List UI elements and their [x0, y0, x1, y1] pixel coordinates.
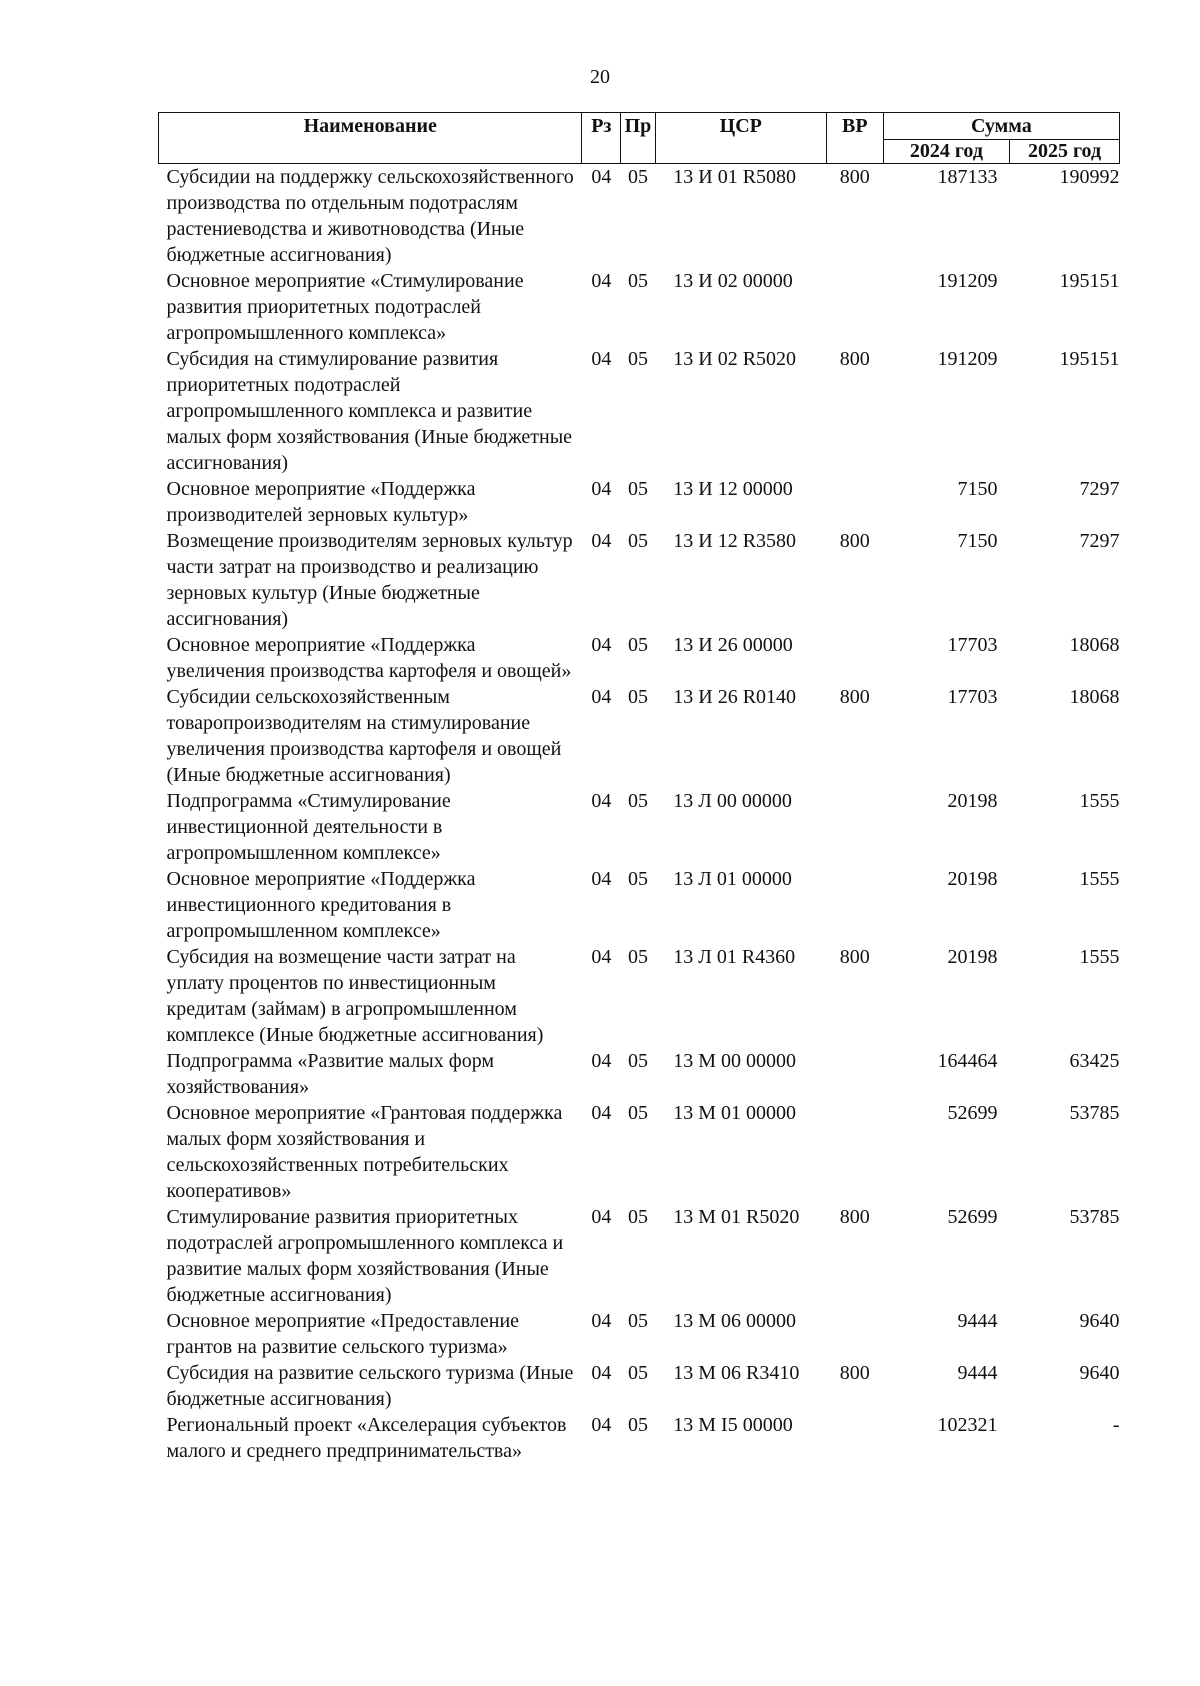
table-body: [159, 164, 1120, 1465]
table-row: [159, 346, 1120, 476]
row-name: Субсидия на развитие сельского туризма (Иные бюджетные ассигнования): [166, 1362, 574, 1410]
row-vr: 800: [839, 166, 870, 188]
row-pr: 05: [627, 348, 648, 370]
row-vr: [826, 1412, 883, 1464]
row-csr: 13 М 01 00000: [673, 1102, 797, 1124]
row-pr: 05: [627, 1414, 648, 1436]
row-rz: 04: [591, 166, 612, 188]
row-sum-2025: 7297: [1079, 530, 1120, 552]
row-rz: 04: [591, 1362, 612, 1384]
row-sum-2024: 7150: [957, 530, 998, 552]
row-sum-2025: 1555: [1079, 946, 1120, 968]
row-csr: 13 И 12 00000: [673, 478, 793, 500]
row-sum-2024: 20198: [947, 868, 998, 890]
row-csr: 13 И 26 R0140: [673, 686, 797, 708]
header-vr: ВР: [826, 113, 883, 164]
table-row: [159, 164, 1120, 269]
row-csr: 13 М 00 00000: [673, 1050, 797, 1072]
row-pr: 05: [627, 1310, 648, 1332]
row-pr: 05: [627, 478, 648, 500]
row-sum-2024: 191209: [937, 270, 998, 292]
row-rz: 04: [591, 530, 612, 552]
row-sum-2025: -: [1112, 1414, 1120, 1436]
header-csr: ЦСР: [655, 113, 826, 164]
row-sum-2024: 9444: [957, 1310, 998, 1332]
table-row: [159, 1308, 1120, 1360]
row-sum-2025: 18068: [1069, 686, 1120, 708]
row-rz: 04: [591, 1102, 612, 1124]
row-vr: [826, 788, 883, 866]
row-csr: 13 М 06 00000: [673, 1310, 797, 1332]
row-sum-2025: 1555: [1079, 790, 1120, 812]
row-rz: 04: [591, 1050, 612, 1072]
row-vr: 800: [839, 946, 870, 968]
row-sum-2024: 191209: [937, 348, 998, 370]
row-vr: 800: [839, 530, 870, 552]
row-sum-2024: 52699: [947, 1206, 998, 1228]
row-sum-2025: 63425: [1069, 1050, 1120, 1072]
row-pr: 05: [627, 790, 648, 812]
row-pr: 05: [627, 530, 648, 552]
row-pr: 05: [627, 1362, 648, 1384]
row-vr: 800: [839, 1362, 870, 1384]
row-name: Основное мероприятие «Поддержка увеличения производства картофеля и овощей»: [166, 634, 572, 682]
row-name: Подпрограмма «Развитие малых форм хозяйствования»: [166, 1050, 495, 1098]
row-rz: 04: [591, 270, 612, 292]
budget-table: [158, 112, 1120, 1464]
header-rz: Рз: [582, 113, 621, 164]
row-pr: 05: [627, 686, 648, 708]
table-row: [159, 1048, 1120, 1100]
row-csr: 13 И 02 00000: [673, 270, 793, 292]
row-vr: [826, 1308, 883, 1360]
row-sum-2024: 17703: [947, 634, 998, 656]
row-rz: 04: [591, 348, 612, 370]
row-name: Субсидия на возмещение части затрат на уплату процентов по инвестиционным кредитам (займам) в агропромышленном комплексе (Иные бюджетные ассигнования): [166, 946, 544, 1046]
row-vr: [826, 1048, 883, 1100]
table-row: [159, 1204, 1120, 1308]
table-row: [159, 1412, 1120, 1464]
table-row: [159, 944, 1120, 1048]
row-rz: 04: [591, 634, 612, 656]
row-vr: 800: [839, 348, 870, 370]
row-vr: [826, 476, 883, 528]
row-name: Подпрограмма «Стимулирование инвестиционной деятельности в агропромышленном комплексе»: [166, 790, 451, 864]
row-name: Субсидии на поддержку сельскохозяйственного производства по отдельным подотраслям растениеводства и животноводства (Иные бюджетные ассигнования): [166, 166, 574, 266]
row-name: Стимулирование развития приоритетных подотраслей агропромышленного комплекса и развитие малых форм хозяйствования (Иные бюджетные ассигнования): [166, 1206, 564, 1306]
row-sum-2025: 9640: [1079, 1362, 1120, 1384]
row-vr: 800: [839, 1206, 870, 1228]
row-name: Субсидии сельскохозяйственным товаропроизводителям на стимулирование увеличения производства картофеля и овощей (Иные бюджетные ассигнования): [166, 686, 562, 786]
row-csr: 13 Л 01 00000: [673, 868, 792, 890]
row-sum-2024: 17703: [947, 686, 998, 708]
row-csr: 13 И 12 R3580: [673, 530, 797, 552]
header-name: Наименование: [159, 113, 582, 164]
row-name: Основное мероприятие «Предоставление грантов на развитие сельского туризма»: [166, 1310, 520, 1358]
header-pr: Пр: [621, 113, 656, 164]
header-year-2024: 2024 год: [883, 140, 1009, 164]
row-csr: 13 И 01 R5080: [673, 166, 797, 188]
row-sum-2024: 187133: [937, 166, 998, 188]
table-row: [159, 476, 1120, 528]
row-csr: 13 И 26 00000: [673, 634, 793, 656]
table-row: [159, 528, 1120, 632]
table-row: [159, 866, 1120, 944]
row-sum-2025: 195151: [1059, 270, 1120, 292]
row-vr: [826, 268, 883, 346]
row-csr: 13 И 02 R5020: [673, 348, 797, 370]
row-vr: [826, 1100, 883, 1204]
row-pr: 05: [627, 1102, 648, 1124]
row-rz: 04: [591, 1310, 612, 1332]
row-name: Субсидия на стимулирование развития приоритетных подотраслей агропромышленного комплекса и развитие малых форм хозяйствования (Иные бюджетные ассигнования): [166, 348, 573, 474]
row-sum-2024: 20198: [947, 790, 998, 812]
row-pr: 05: [627, 270, 648, 292]
row-csr: 13 Л 01 R4360: [673, 946, 796, 968]
row-sum-2025: 195151: [1059, 348, 1120, 370]
row-sum-2025: 53785: [1069, 1102, 1120, 1124]
row-pr: 05: [627, 166, 648, 188]
row-rz: 04: [591, 478, 612, 500]
row-rz: 04: [591, 1414, 612, 1436]
page-number: 20: [590, 66, 610, 88]
row-csr: 13 М 01 R5020: [673, 1206, 800, 1228]
table-row: [159, 1360, 1120, 1412]
row-rz: 04: [591, 946, 612, 968]
row-name: Основное мероприятие «Грантовая поддержка малых форм хозяйствования и сельскохозяйственных потребительских кооперативов»: [166, 1102, 563, 1202]
table-row: [159, 268, 1120, 346]
header-year-2025: 2025 год: [1010, 140, 1120, 164]
row-sum-2024: 7150: [957, 478, 998, 500]
row-rz: 04: [591, 868, 612, 890]
row-sum-2024: 102321: [937, 1414, 998, 1436]
row-name: Основное мероприятие «Поддержка инвестиционного кредитования в агропромышленном комплексе»: [166, 868, 476, 942]
table-row: [159, 684, 1120, 788]
row-name: Основное мероприятие «Поддержка производителей зерновых культур»: [166, 478, 476, 526]
row-pr: 05: [627, 1206, 648, 1228]
row-sum-2025: 190992: [1059, 166, 1120, 188]
row-pr: 05: [627, 1050, 648, 1072]
row-pr: 05: [627, 634, 648, 656]
row-pr: 05: [627, 868, 648, 890]
table-row: [159, 788, 1120, 866]
row-sum-2024: 20198: [947, 946, 998, 968]
row-name: Возмещение производителям зерновых культур части затрат на производство и реализацию зерновых культур (Иные бюджетные ассигнования): [166, 530, 573, 630]
row-name: Региональный проект «Акселерация субъектов малого и среднего предпринимательства»: [166, 1414, 567, 1462]
row-sum-2024: 164464: [937, 1050, 998, 1072]
table-row: [159, 632, 1120, 684]
row-csr: 13 Л 00 00000: [673, 790, 792, 812]
row-sum-2025: 1555: [1079, 868, 1120, 890]
row-rz: 04: [591, 1206, 612, 1228]
row-vr: [826, 866, 883, 944]
header-sum: Сумма: [883, 113, 1119, 140]
row-rz: 04: [591, 686, 612, 708]
row-csr: 13 М I5 00000: [673, 1414, 793, 1436]
row-name: Основное мероприятие «Стимулирование развития приоритетных подотраслей агропромышленного комплекса»: [166, 270, 524, 344]
row-sum-2024: 52699: [947, 1102, 998, 1124]
row-csr: 13 М 06 R3410: [673, 1362, 800, 1384]
row-pr: 05: [627, 946, 648, 968]
row-sum-2025: 53785: [1069, 1206, 1120, 1228]
table-row: [159, 1100, 1120, 1204]
row-rz: 04: [591, 790, 612, 812]
row-sum-2024: 9444: [957, 1362, 998, 1384]
row-sum-2025: 7297: [1079, 478, 1120, 500]
row-vr: 800: [839, 686, 870, 708]
row-sum-2025: 9640: [1079, 1310, 1120, 1332]
row-sum-2025: 18068: [1069, 634, 1120, 656]
row-vr: [826, 632, 883, 684]
table-header: [159, 113, 1120, 164]
